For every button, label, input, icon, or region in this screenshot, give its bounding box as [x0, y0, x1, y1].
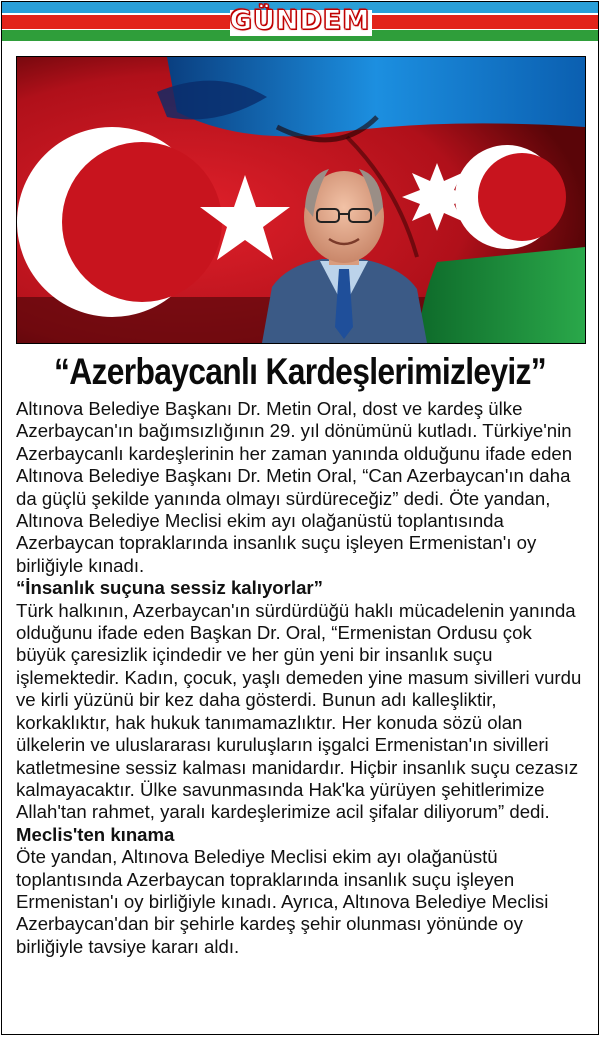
- subheading: “İnsanlık suçuna sessiz kalıyorlar”: [16, 577, 323, 599]
- newspaper-clipping: [1, 1, 599, 1035]
- paragraph: Altınova Belediye Başkanı Dr. Metin Oral, dost ve kardeş ülke Azerbaycan'ın bağımsızlığının 29. yıl dönümünü kutladı. Türkiye'nin Azerbaycanlı kardeşlerinin her zaman yanında olduğunu ifade eden Altınova Belediye Başkanı Dr. Metin Oral, “Can Azerbaycan'ın daha da güçlü şekilde yanında olmayı sürdüreceğiz” dedi. Öte yandan, Altınova Belediye Meclisi ekim ayı olağanüstü toplantısında Azerbaycan topraklarında insanlık suçu işleyen Ermenistan'ı oy birliğiyle kınadı.: [16, 398, 573, 576]
- paragraph: Türk halkının, Azerbaycan'ın sürdürdüğü haklı mücadelenin yanında olduğunu ifade eden Başkan Dr. Oral, “Ermenistan Ordusu çok büyük çaresizlik içindedir ve her gün yeni bir insanlık suçu işlemektedir. Kadın, çocuk, yaşlı demeden yine masum sivilleri vurdu ve kirli yüzünü bir kez daha gösterdi. Bunun adı kalleşliktir, korkaklıktır, hak hukuk tanımamazlıktır. Her konuda sözü olan ülkelerin ve uluslararası kuruluşların işgalci Ermenistan'ın sivilleri katletmesine sessiz kalması manidardır. Hiçbir insanlık suçu cezasız kalmayacaktır. Ülke savunmasında Hak'ka yürüyen şehitlerimize Allah'tan rahmet, yaralı kardeşlerimize acil şifalar diliyorum” dedi.: [16, 599, 582, 823]
- article-headline: “Azerbaycanlı Kardeşlerimizleyiz”: [54, 351, 546, 392]
- section-title: GÜNDEM: [229, 5, 371, 36]
- subheading: Meclis'ten kınama: [16, 823, 175, 845]
- section-header-band: [2, 2, 598, 42]
- article-body: [2, 394, 598, 958]
- article-photo: [16, 56, 586, 344]
- paragraph: Öte yandan, Altınova Belediye Meclisi ekim ayı olağanüstü toplantısında Azerbaycan topraklarında insanlık suçu işleyen Ermenistan'ı oy birliğiyle kınadı. Ayrıca, Altınova Belediye Meclisi Azerbaycan'dan bir şehirle kardeş şehir olunması yönünde oy birliğiyle tavsiye kararı aldı.: [16, 846, 549, 957]
